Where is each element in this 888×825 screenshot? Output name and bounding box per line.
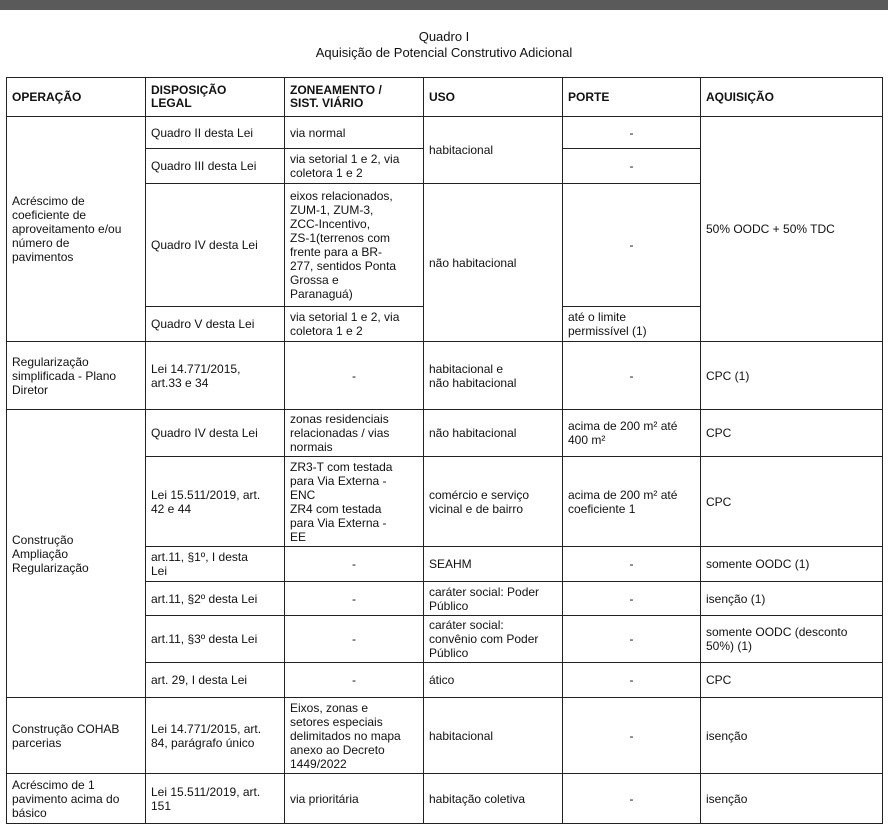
operacao-cell: Construção COHAB parcerias bbox=[7, 698, 146, 774]
operacao-cell: Regularização simplificada - Plano Diretor bbox=[7, 342, 146, 410]
uso-cell: comércio e serviço vicinal e de bairro bbox=[424, 457, 563, 547]
disposicao-cell: Lei 14.771/2015, art.33 e 34 bbox=[146, 342, 285, 410]
zoneamento-cell: zonas residenciais relacionadas / vias normais bbox=[285, 410, 424, 457]
porte-cell: - bbox=[563, 698, 701, 774]
header-row bbox=[7, 78, 883, 117]
porte-cell: até o limite permissível (1) bbox=[563, 307, 701, 342]
aquisicao-cell: isenção (1) bbox=[701, 582, 883, 616]
uso-cell: SEAHM bbox=[424, 547, 563, 582]
operacao-cell: Construção Ampliação Regularização bbox=[7, 410, 146, 698]
disposicao-cell: Lei 15.511/2019, art. 42 e 44 bbox=[146, 457, 285, 547]
header-disposicao: DISPOSIÇÃO LEGAL bbox=[146, 78, 285, 117]
aquisicao-cell: CPC (1) bbox=[701, 342, 883, 410]
header-aquisicao: AQUISIÇÃO bbox=[701, 78, 883, 117]
aquisicao-cell: somente OODC (desconto 50%) (1) bbox=[701, 616, 883, 663]
aquisicao-cell: CPC bbox=[701, 663, 883, 698]
uso-cell: não habitacional bbox=[424, 410, 563, 457]
aquisicao-cell: isenção bbox=[701, 774, 883, 824]
zoneamento-cell: Eixos, zonas e setores especiais delimitados no mapa anexo ao Decreto 1449/2022 bbox=[285, 698, 424, 774]
table-row bbox=[7, 342, 883, 410]
disposicao-cell: Quadro IV desta Lei bbox=[146, 410, 285, 457]
porte-cell: - bbox=[563, 582, 701, 616]
header-uso: USO bbox=[424, 78, 563, 117]
disposicao-cell: Lei 15.511/2019, art. 151 bbox=[146, 774, 285, 824]
operacao-cell: Acréscimo de coeficiente de aproveitamento e/ou número de pavimentos bbox=[7, 117, 146, 342]
zoneamento-cell: - bbox=[285, 342, 424, 410]
zoneamento-cell: via setorial 1 e 2, via coletora 1 e 2 bbox=[285, 307, 424, 342]
porte-cell: - bbox=[563, 616, 701, 663]
table-row bbox=[7, 698, 883, 774]
title-line-2: Aquisição de Potencial Construtivo Adicional bbox=[315, 45, 573, 60]
uso-cell: habitação coletiva bbox=[424, 774, 563, 824]
porte-cell: - bbox=[563, 342, 701, 410]
table-title bbox=[0, 29, 888, 61]
zoneamento-cell: - bbox=[285, 582, 424, 616]
aquisicao-cell: isenção bbox=[701, 698, 883, 774]
zoneamento-cell: via normal bbox=[285, 117, 424, 149]
uso-cell: caráter social: Poder Público bbox=[424, 582, 563, 616]
aquisicao-cell: somente OODC (1) bbox=[701, 547, 883, 582]
disposicao-cell: Quadro III desta Lei bbox=[146, 149, 285, 184]
disposicao-cell: art.11, §3º desta Lei bbox=[146, 616, 285, 663]
zoneamento-cell: via setorial 1 e 2, via coletora 1 e 2 bbox=[285, 149, 424, 184]
porte-cell: - bbox=[563, 184, 701, 307]
zoneamento-cell: eixos relacionados, ZUM-1, ZUM-3, ZCC-Incentivo, ZS-1(terrenos com frente para a BR- 277, sentidos Ponta Grossa e Paranaguá) bbox=[285, 184, 424, 307]
porte-cell: - bbox=[563, 547, 701, 582]
porte-cell: - bbox=[563, 663, 701, 698]
header-zoneamento: ZONEAMENTO / SIST. VIÁRIO bbox=[285, 78, 424, 117]
top-bar bbox=[0, 0, 888, 10]
table-row bbox=[7, 774, 883, 824]
uso-cell: habitacional e não habitacional bbox=[424, 342, 563, 410]
table-row bbox=[7, 410, 883, 457]
title-line-1: Quadro I bbox=[418, 29, 470, 44]
header-operacao: OPERAÇÃO bbox=[7, 78, 146, 117]
disposicao-cell: Lei 14.771/2015, art. 84, parágrafo único bbox=[146, 698, 285, 774]
aquisicao-cell: CPC bbox=[701, 410, 883, 457]
porte-cell: - bbox=[563, 149, 701, 184]
zoneamento-cell: - bbox=[285, 616, 424, 663]
disposicao-cell: Quadro IV desta Lei bbox=[146, 184, 285, 307]
zoneamento-cell: ZR3-T com testada para Via Externa - ENC ZR4 com testada para Via Externa - EE bbox=[285, 457, 424, 547]
uso-cell: ático bbox=[424, 663, 563, 698]
porte-cell: - bbox=[563, 774, 701, 824]
disposicao-cell: art.11, §1º, I desta Lei bbox=[146, 547, 285, 582]
aquisicao-cell: CPC bbox=[701, 457, 883, 547]
porte-cell: acima de 200 m² até coeficiente 1 bbox=[563, 457, 701, 547]
disposicao-cell: art. 29, I desta Lei bbox=[146, 663, 285, 698]
disposicao-cell: Quadro II desta Lei bbox=[146, 117, 285, 149]
disposicao-cell: art.11, §2º desta Lei bbox=[146, 582, 285, 616]
uso-cell: habitacional bbox=[424, 117, 563, 184]
header-porte: PORTE bbox=[563, 78, 701, 117]
uso-cell: caráter social: convênio com Poder Público bbox=[424, 616, 563, 663]
uso-cell: habitacional bbox=[424, 698, 563, 774]
disposicao-cell: Quadro V desta Lei bbox=[146, 307, 285, 342]
zoneamento-cell: via prioritária bbox=[285, 774, 424, 824]
quadro-table bbox=[6, 77, 883, 824]
zoneamento-cell: - bbox=[285, 547, 424, 582]
table-row bbox=[7, 117, 883, 149]
porte-cell: acima de 200 m² até 400 m² bbox=[563, 410, 701, 457]
operacao-cell: Acréscimo de 1 pavimento acima do básico bbox=[7, 774, 146, 824]
porte-cell: - bbox=[563, 117, 701, 149]
aquisicao-cell: 50% OODC + 50% TDC bbox=[701, 117, 883, 342]
zoneamento-cell: - bbox=[285, 663, 424, 698]
uso-cell: não habitacional bbox=[424, 184, 563, 342]
